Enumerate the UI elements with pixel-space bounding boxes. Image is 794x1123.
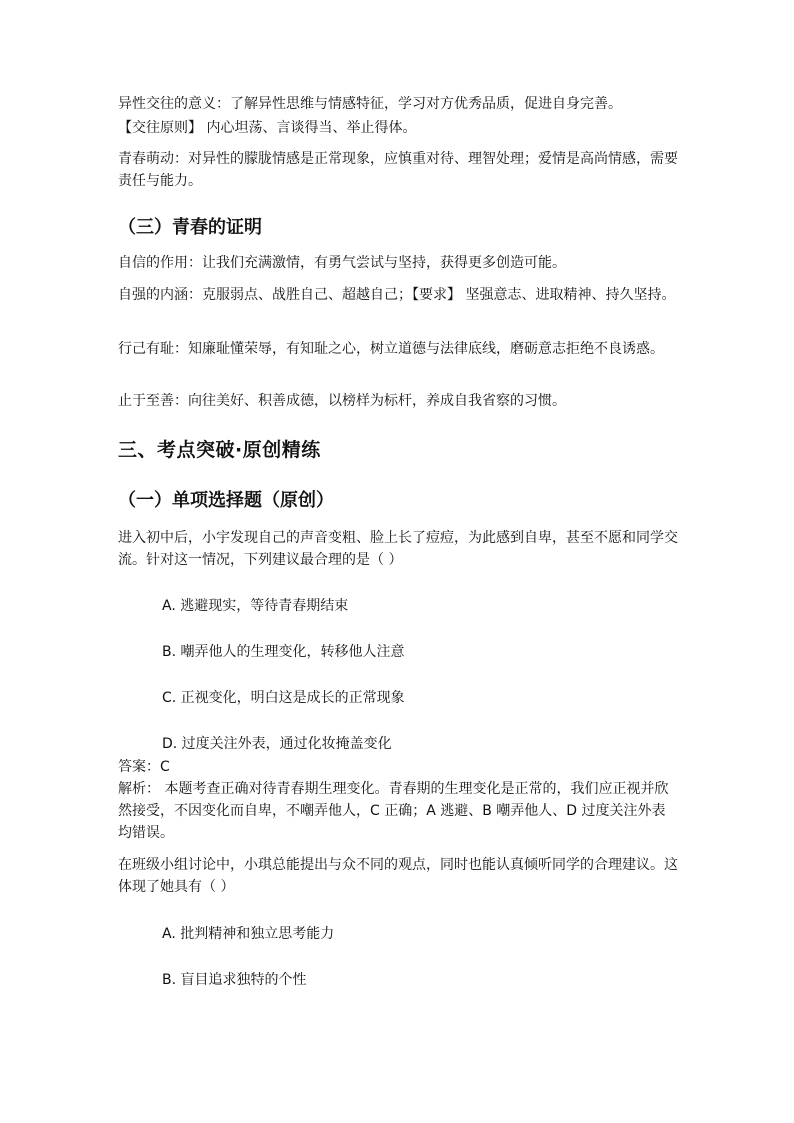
question-1-analysis: 解析： 本题考查正确对待青春期生理变化。青春期的生理变化是正常的，我们应正视并欣然接受，不因变化而自卑，不嘲弄他人，C 正确；A 逃避、B 嘲弄他人、D 过度关注外表均错误。: [118, 781, 669, 841]
paragraph-sense-of-shame: 行己有耻：知廉耻懂荣辱，有知耻之心，树立道德与法律底线，磨砺意志拒绝不良诱惑。: [118, 341, 664, 357]
question-1-option-b: B. 嘲弄他人的生理变化，转移他人注意: [162, 644, 405, 660]
paragraph-interaction-principle: 【交往原则】 内心坦荡、言谈得当、举止得体。: [118, 120, 417, 136]
question-1-option-c: C. 正视变化，明白这是成长的正常现象: [162, 690, 405, 706]
paragraph-youth-emotion: 青春萌动：对异性的朦胧情感是正常现象，应慎重对待、理智处理；爱情是高尚情感，需要责任与能力。: [118, 151, 678, 189]
paragraph-opposite-sex-meaning: 异性交往的意义：了解异性思维与情感特征，学习对方优秀品质，促进自身完善。: [118, 96, 622, 112]
question-1-option-a: A. 逃避现实，等待青春期结束: [162, 598, 349, 614]
paragraph-supreme-good: 止于至善：向往美好、积善成德，以榜样为标杆，养成自我省察的习惯。: [118, 393, 566, 409]
question-1-stem: 进入初中后，小宇发现自己的声音变粗、脸上长了痘痘，为此感到自卑，甚至不愿和同学交流。针对这一情况，下列建议最合理的是（ ）: [118, 530, 678, 568]
paragraph-confidence: 自信的作用：让我们充满激情，有勇气尝试与坚持，获得更多创造可能。: [118, 255, 566, 271]
heading-youth-proof: （三）青春的证明: [118, 217, 262, 238]
heading-section-3: 三、考点突破·原创精练: [118, 439, 321, 461]
question-2-stem: 在班级小组讨论中，小琪总能提出与众不同的观点，同时也能认真倾听同学的合理建议。这体现了她具有（ ）: [118, 857, 678, 895]
heading-single-choice: （一）单项选择题（原创）: [118, 490, 334, 511]
question-1-answer: 答案：C: [118, 759, 170, 775]
question-1-option-d: D. 过度关注外表，通过化妆掩盖变化: [162, 736, 392, 752]
question-2-option-b: B. 盲目追求独特的个性: [162, 972, 307, 988]
paragraph-self-improvement: 自强的内涵：克服弱点、战胜自己、超越自己；【要求】 坚强意志、进取精神、持久坚持。: [118, 287, 676, 303]
question-2-option-a: A. 批判精神和独立思考能力: [162, 926, 335, 942]
